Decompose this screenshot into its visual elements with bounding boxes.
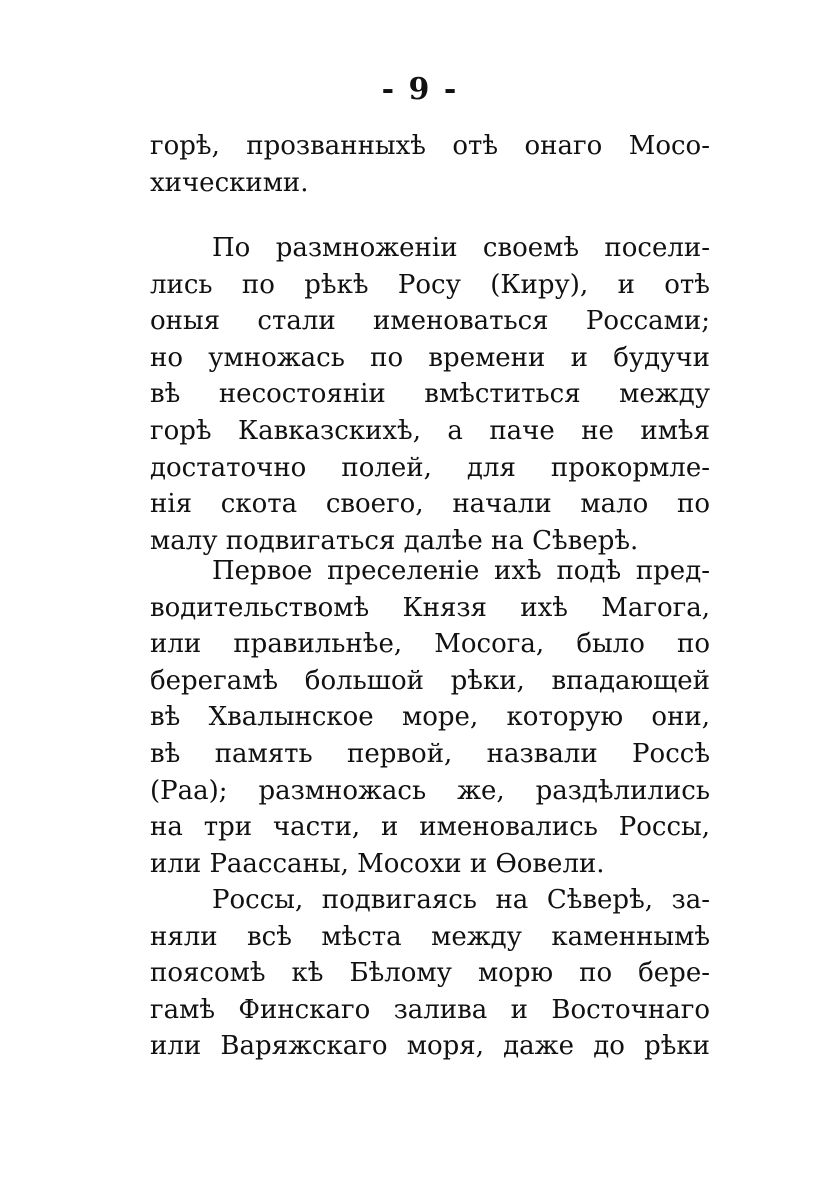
paragraph-1: [150, 128, 710, 201]
text-line: лись по рѣкѣ Росу (Киру), и отѣ: [150, 269, 710, 300]
text-line: достаточно полей, для прокормле-: [150, 452, 710, 483]
text-line: вѣ несостояніи вмѣститься между: [150, 379, 710, 410]
paragraph-4: [150, 882, 710, 1065]
paragraph-3: [150, 553, 710, 882]
text-line: или правильнѣе, Мосога, было по: [150, 629, 710, 660]
text-line: Первое преселеніе ихѣ подѣ пред-: [212, 556, 710, 586]
text-line: на три части, и именовались Россы,: [150, 812, 710, 843]
text-line: или Варяжскаго моря, даже до рѣки: [150, 1031, 710, 1062]
text-line: но умножась по времени и будучи: [150, 342, 710, 373]
page-number: - 9 -: [381, 72, 459, 107]
text-line: горѣ, прозванныхѣ отѣ онаго Мосо-: [150, 131, 710, 161]
text-line: вѣ память первой, назвали Россѣ: [150, 738, 710, 769]
text-line: няли всѣ мѣста между каменнымѣ: [150, 921, 710, 952]
paragraph-2: [150, 230, 710, 559]
text-line: (Раа); размножась же, раздѣлились: [150, 775, 710, 806]
text-line: нія скота своего, начали мало по: [150, 489, 710, 520]
text-line: гамѣ Финскаго залива и Восточнаго: [150, 994, 710, 1025]
text-line: поясомѣ кѣ Бѣлому морю по бере-: [150, 958, 710, 989]
text-line: вѣ Хвалынское море, которую они,: [150, 702, 710, 733]
text-line: оныя стали именоваться Россами;: [150, 306, 710, 337]
text-line: По размноженіи своемѣ посели-: [212, 233, 710, 263]
text-line: берегамѣ большой рѣки, впадающей: [150, 665, 710, 696]
text-line: водительствомѣ Князя ихѣ Магога,: [150, 592, 710, 623]
text-line: малу подвигаться далѣе на Сѣверѣ.: [150, 525, 639, 556]
text-line: или Раассаны, Мосохи и Ѳовели.: [150, 848, 605, 879]
text-line: горѣ Кавказскихѣ, а паче не имѣя: [150, 415, 710, 446]
text-line: хическими.: [150, 167, 309, 198]
text-line: Россы, подвигаясь на Сѣверѣ, за-: [212, 885, 710, 915]
